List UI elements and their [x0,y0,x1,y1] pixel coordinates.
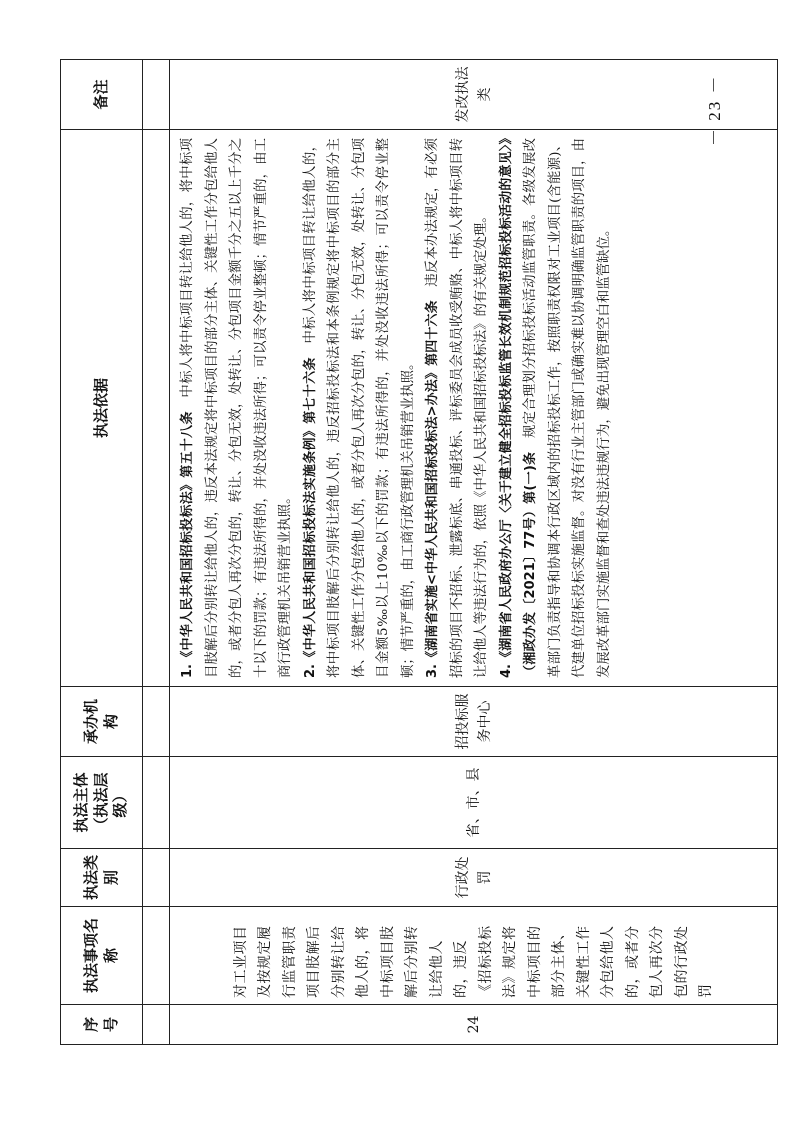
row-legal-basis [170,130,778,687]
header-name: 执法事项名称 [61,907,143,1005]
row-enforcement-subject: 省、市、县 [170,757,778,849]
basis-title: 2.《中华人民共和国招标投标法实施条例》第七十六条 [302,357,318,678]
basis-text: 中标人将中标项目转让给他人的，将中标项目肢解后分别转让给他人的，违反招标投标法和本条例规定将中标项目的部分主体、关键性工作分包给他人的，或者分包人再次分包的，转让、分包无效，处转让、分包项目金额5‰以上10‰以下的罚款；有违法所得的，并处没收违法所得；可以责令停业整顿；情节严重的，由工商行政管理机关吊销营业执照。 [302,137,416,678]
row-handling-org: 招投标服务中心 [170,687,778,757]
row-seq: 24 [170,1005,778,1045]
row-note: 发改执法类 [170,60,778,130]
header-type: 执法类别 [61,849,143,907]
basis-text: 规定合理划分招标投标活动监管职责。各级发展改革部门负责指导和协调本行政区域内的招标投标工作，按照职责权限对工业项目(含能源)、代建单位招标投标实施监督。对没有行业主管部门或确实难以协调明确监管职责的项目，由发展改革部门实施监督和查处违法违规行为，避免出现管理空白和监管缺位。 [523,137,612,678]
page-number: － 23 － [705,74,724,146]
header-seq: 序号 [61,1005,143,1045]
basis-title: 1.《中华人民共和国招标投标法》第五十八条 [180,411,195,678]
header-org: 承办机构 [61,687,143,757]
blank-row [143,60,170,1045]
header-note: 备注 [61,60,143,130]
row-enforcement-type: 行政处罚 [170,849,778,907]
header-basis: 执法依据 [61,130,143,687]
header-row [61,60,143,1045]
basis-title: 3.《湖南省实施<中华人民共和国招标投标法>办法》第四十六条 [425,300,440,678]
basis-text: 中标人将中标项目转让给他人的，将中标项目肢解后分别转让给他人的，违反本法规定将中标项目的部分主体、关键性工作分包给他人的，或者分包人再次分包的，转让、分包无效，处转让、分包项目金额千分之五以上千分之十以下的罚款；有违法所得的，并处没收违法所得；可以责令停业整顿；情节严重的，由工商行政管理机关吊销营业执照。 [180,137,293,678]
basis-title: 4.《湖南省人民政府办公厅〈关于建立健全招标投标监管长效机制规范招标投标活动的意见〉》（湘政办发〔2021〕77号）第(一)条 [498,138,538,678]
basis-item [299,138,422,678]
law-enforcement-table [60,59,778,1045]
header-subject: 执法主体（执法层级） [61,757,143,849]
basis-item [176,138,299,678]
basis-text: 违反本办法规定，有必须招标的项目不招标、泄露标底、串通投标、评标委员会成员收受贿赂、中标人将中标项目转让给他人等违法行为的，依照《中华人民共和国招标投标法》的有关规定处理。 [425,138,489,678]
basis-item [495,138,618,678]
table-row [170,60,778,1045]
basis-item [421,138,495,678]
row-item-name: 对工业项目及按规定履行监管职责项目肢解后分别转让给他人的，将中标项目肢解后分别转让给他人的，违反《招标投标法》规定将中标项目的部分主体、关键性工作分包给他人的，或者分包人再次分包的行政处罚 [170,907,778,1005]
